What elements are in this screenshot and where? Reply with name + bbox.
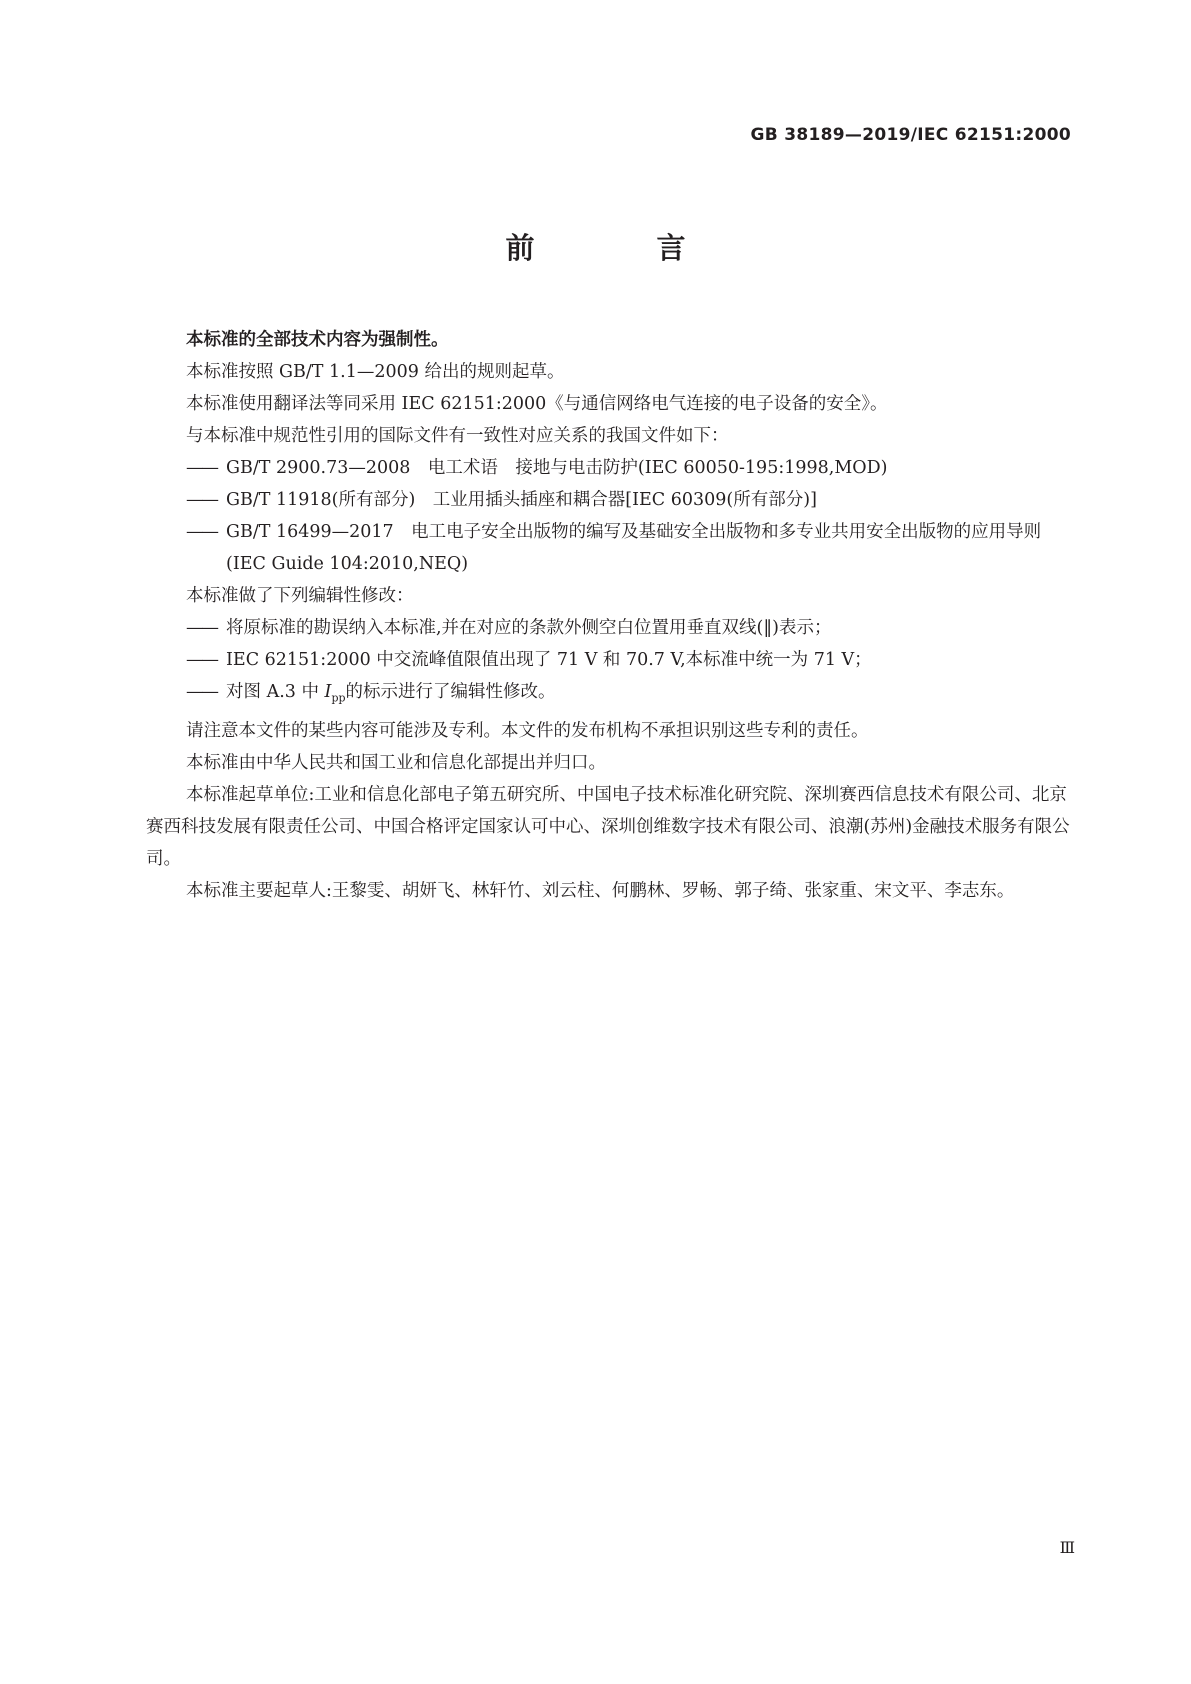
edit-text: 将原标准的勘误纳入本标准,并在对应的条款外侧空白位置用垂直双线(‖)表示； — [226, 618, 832, 638]
edit-item — [146, 676, 1070, 715]
page-number: Ⅲ — [1059, 1538, 1075, 1557]
edit-text-prefix: 对图 A.3 中 — [226, 682, 325, 702]
edit-item — [146, 644, 1070, 676]
edit-item — [146, 612, 1070, 644]
reference-item — [146, 516, 1070, 580]
dash-marker: —— — [186, 650, 217, 670]
page-title: 前 言 — [505, 231, 742, 265]
edits-intro: 本标准做了下列编辑性修改： — [186, 586, 414, 606]
dash-marker: —— — [186, 522, 217, 542]
adoption-paragraph: 本标准使用翻译法等同采用 IEC 62151:2000《与通信网络电气连接的电子设备的安全》。 — [186, 394, 888, 414]
reference-item — [146, 484, 1070, 516]
reference-text: GB/T 11918(所有部分) 工业用插头插座和耦合器[IEC 60309(所有部分)] — [226, 490, 817, 510]
proposer-paragraph: 本标准由中华人民共和国工业和信息化部提出并归口。 — [186, 752, 606, 773]
references-intro: 与本标准中规范性引用的国际文件有一致性对应关系的我国文件如下： — [186, 426, 729, 446]
dash-marker: —— — [186, 618, 217, 638]
edit-text: IEC 62151:2000 中交流峰值限值出现了 71 V 和 70.7 V,本标准中统一为 71 V； — [226, 650, 872, 670]
drafters-paragraph: 本标准主要起草人:王黎雯、胡妍飞、林轩竹、刘云柱、何鹏林、罗畅、郭子绮、张家重、宋文平、李志东。 — [186, 880, 1015, 901]
drafting-rules-paragraph: 本标准按照 GB/T 1.1—2009 给出的规则起草。 — [186, 362, 565, 382]
reference-text: GB/T 2900.73—2008 电工术语 接地与电击防护(IEC 60050-195:1998,MOD) — [226, 458, 888, 478]
current-subscript: pp — [331, 691, 346, 705]
standard-number-header: GB 38189—2019/IEC 62151:2000 — [750, 125, 1071, 145]
dash-marker: —— — [186, 458, 217, 478]
patent-notice: 请注意本文件的某些内容可能涉及专利。本文件的发布机构不承担识别这些专利的责任。 — [186, 720, 869, 741]
current-symbol: I — [324, 682, 332, 702]
drafting-units-paragraph: 本标准起草单位:工业和信息化部电子第五研究所、中国电子技术标准化研究院、深圳赛西信息技术有限公司、北京赛西科技发展有限责任公司、中国合格评定国家认可中心、深圳创维数字技术有限公司、浪潮(苏州)金融技术服务有限公司。 — [146, 784, 1070, 869]
dash-marker: —— — [186, 682, 217, 702]
mandatory-statement: 本标准的全部技术内容为强制性。 — [186, 330, 449, 350]
edit-text-suffix: 的标示进行了编辑性修改。 — [345, 682, 556, 702]
reference-item — [146, 452, 1070, 484]
foreword-body — [146, 324, 1070, 907]
reference-text: GB/T 16499—2017 电工电子安全出版物的编写及基础安全出版物和多专业共用安全出版物的应用导则(IEC Guide 104:2010,NEQ) — [226, 522, 1042, 574]
dash-marker: —— — [186, 490, 217, 510]
